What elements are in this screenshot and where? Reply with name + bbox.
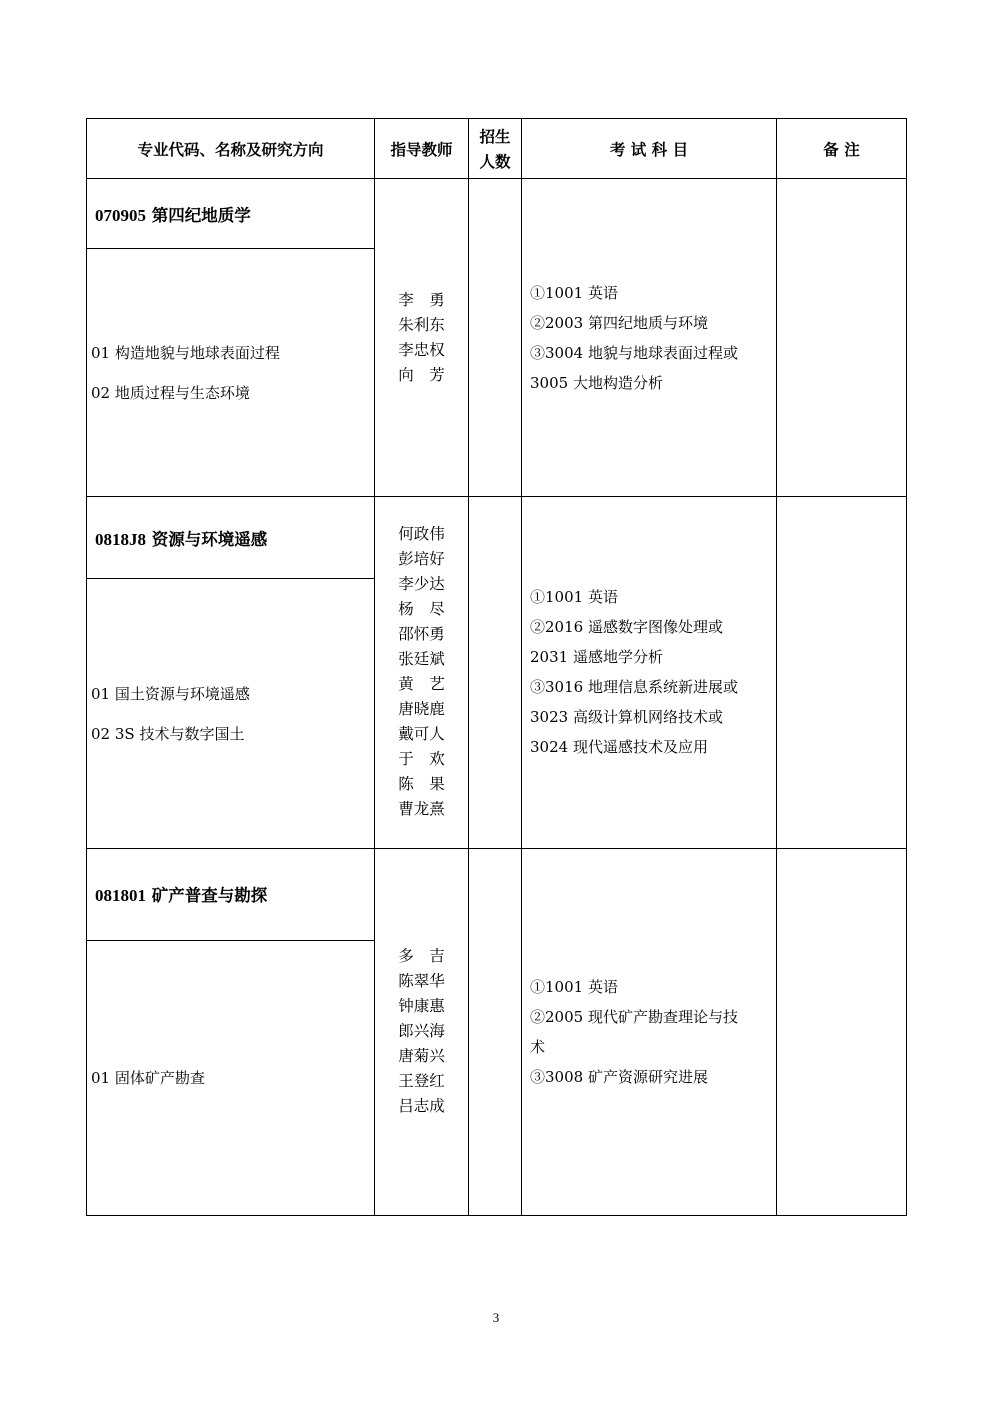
supervisor-name: 彭培好 (398, 550, 445, 569)
major-heading (87, 848, 375, 940)
supervisor-name: 戴可人 (398, 725, 445, 744)
exam-subject: 术 (530, 1037, 546, 1056)
supervisor-name: 向 芳 (398, 365, 445, 384)
supervisor-name: 何政伟 (398, 525, 445, 544)
exam-subject: ②2016 遥感数字图像处理或 (530, 618, 723, 637)
exam-subject: ②2003 第四纪地质与环境 (530, 313, 708, 332)
supervisor-name: 张廷斌 (398, 650, 445, 669)
header-notes: 备 注 (777, 119, 907, 179)
exam-subject: ③3008 矿产资源研究进展 (530, 1067, 708, 1086)
supervisor-name: 李忠权 (398, 340, 445, 359)
major-heading (87, 179, 375, 249)
exam-subject: 3005 大地构造分析 (530, 373, 663, 392)
major-code: 081801 (95, 886, 146, 906)
supervisor-name: 王登红 (398, 1072, 445, 1091)
header-supervisors: 指导教师 (375, 119, 469, 179)
research-direction: 01 构造地貌与地球表面过程 (91, 343, 280, 362)
major-code: 070905 (95, 205, 146, 225)
research-direction: 01 固体矿产勘查 (91, 1068, 205, 1087)
supervisor-name: 唐晓鹿 (398, 700, 445, 719)
major-row (87, 179, 907, 249)
major-name: 资源与环境遥感 (151, 529, 268, 549)
supervisor-name: 陈 果 (398, 775, 445, 794)
exam-subject: ①1001 英语 (530, 283, 618, 302)
supervisor-name: 黄 艺 (398, 675, 445, 694)
supervisor-name: 曹龙熹 (398, 800, 445, 819)
notes-cell (777, 497, 907, 848)
supervisor-name: 陈翠华 (398, 972, 445, 991)
supervisors-cell (375, 179, 469, 497)
exam-subject: 3023 高级计算机网络技术或 (530, 708, 723, 727)
enrollment-cell (469, 848, 522, 1215)
exam-subject: ①1001 英语 (530, 588, 618, 607)
exam-subject: ③3004 地貌与地球表面过程或 (530, 343, 738, 362)
major-row (87, 497, 907, 579)
supervisor-name: 吕志成 (398, 1097, 445, 1116)
notes-cell (777, 179, 907, 497)
research-direction: 02 3S 技术与数字国土 (91, 724, 245, 743)
major-name: 第四纪地质学 (151, 205, 251, 225)
supervisor-name: 朱利东 (398, 315, 445, 334)
supervisor-name: 郎兴海 (398, 1022, 445, 1041)
supervisor-name: 唐菊兴 (398, 1047, 445, 1066)
supervisor-name: 李少达 (398, 575, 445, 594)
research-direction: 01 国土资源与环境遥感 (91, 684, 250, 703)
header-enrollment-line2: 人数 (479, 151, 511, 171)
major-name: 矿产普查与勘探 (151, 886, 268, 906)
research-directions-cell (87, 579, 375, 848)
major-code: 0818J8 (95, 529, 146, 549)
supervisor-name: 于 欢 (398, 750, 445, 769)
enrollment-cell (469, 497, 522, 848)
header-enrollment (469, 119, 522, 179)
supervisors-cell (375, 497, 469, 848)
exam-subject: 3024 现代遥感技术及应用 (530, 738, 708, 757)
exam-subject: ①1001 英语 (530, 977, 618, 996)
header-major: 专业代码、名称及研究方向 (87, 119, 375, 179)
admissions-table (86, 118, 907, 1216)
major-row (87, 848, 907, 940)
enrollment-cell (469, 179, 522, 497)
supervisor-name: 钟康惠 (398, 997, 445, 1016)
exam-subject: ③3016 地理信息系统新进展或 (530, 678, 738, 697)
header-exam: 考 试 科 目 (522, 119, 777, 179)
supervisor-name: 杨 尽 (398, 600, 445, 619)
supervisors-cell (375, 848, 469, 1215)
supervisor-name: 邵怀勇 (398, 625, 445, 644)
exam-subject: 2031 遥感地学分析 (530, 648, 663, 667)
major-heading (87, 497, 375, 579)
header-enrollment-line1: 招生 (479, 126, 511, 146)
page-number: 3 (492, 1310, 500, 1325)
research-direction: 02 地质过程与生态环境 (91, 383, 250, 402)
notes-cell (777, 848, 907, 1215)
exam-subjects-cell (522, 179, 777, 497)
exam-subjects-cell (522, 497, 777, 848)
exam-subjects-cell (522, 848, 777, 1215)
supervisor-name: 李 勇 (398, 290, 445, 309)
supervisor-name: 多 吉 (398, 947, 445, 966)
header-row (87, 119, 907, 179)
exam-subject: ②2005 现代矿产勘查理论与技 (530, 1007, 738, 1026)
research-directions-cell (87, 940, 375, 1215)
research-directions-cell (87, 249, 375, 497)
